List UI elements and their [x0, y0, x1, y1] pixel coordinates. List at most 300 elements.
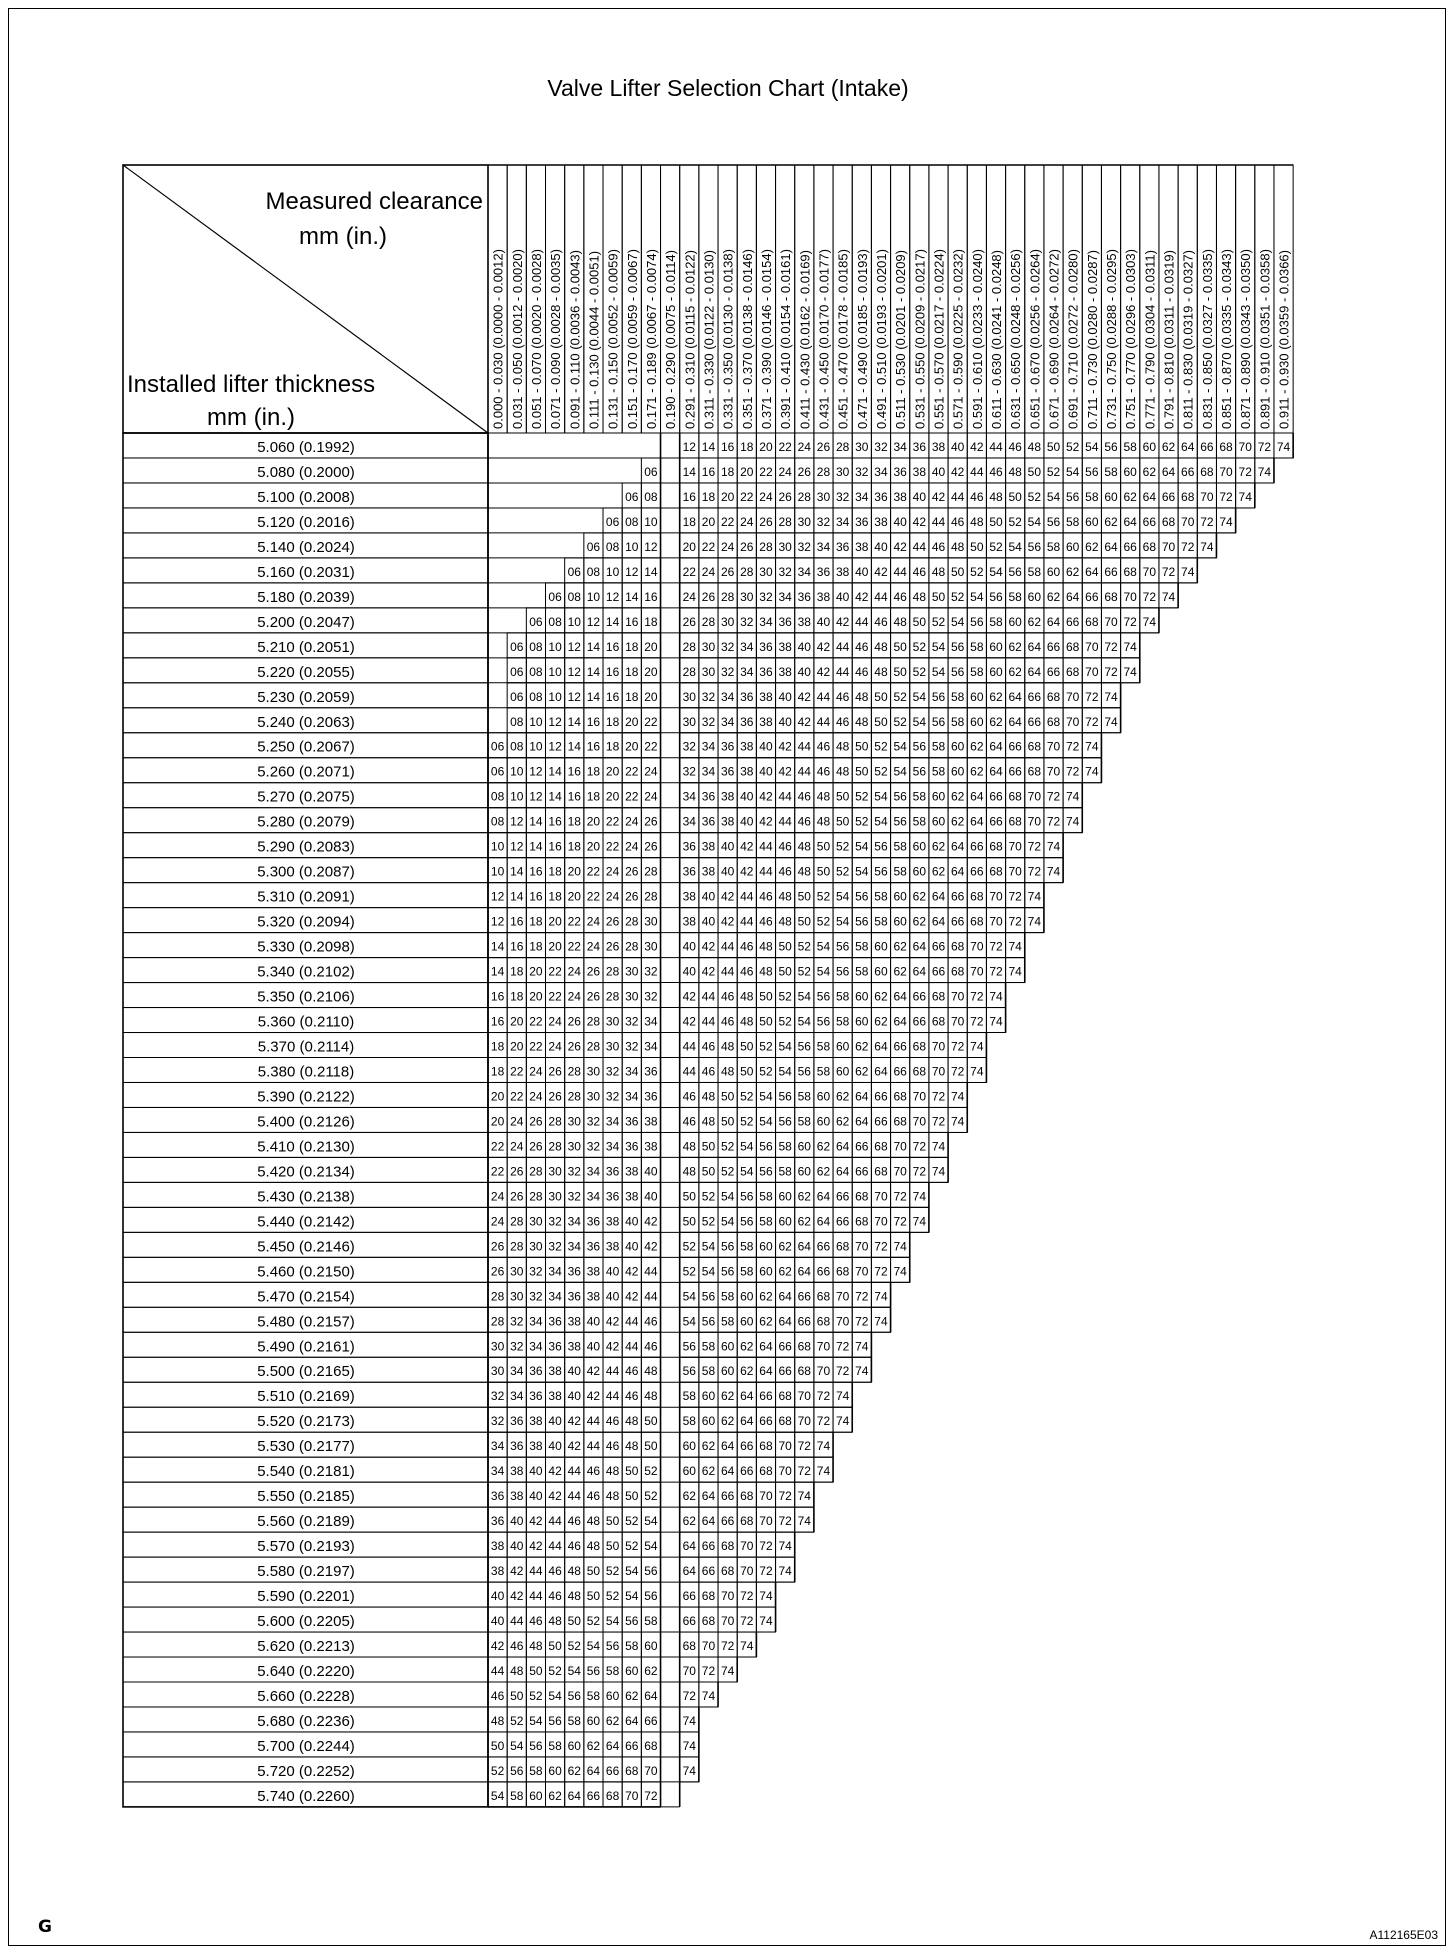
cell-value: 18	[625, 689, 639, 704]
cell-value: 06	[567, 564, 581, 579]
cell-value: 20	[490, 1089, 505, 1104]
cell-value: 34	[548, 1264, 562, 1279]
cell-value: 42	[510, 1564, 524, 1579]
cell-value: 74	[778, 1539, 792, 1554]
cell-value: 56	[720, 1264, 735, 1279]
cell-value: 06	[490, 739, 505, 754]
cell-value: 54	[644, 1514, 658, 1529]
cell-value: 36	[682, 839, 696, 854]
cell-value: 36	[490, 1489, 505, 1504]
cell-value: 20	[720, 489, 735, 504]
cell-value: 40	[625, 1239, 639, 1254]
cell-value: 46	[567, 1539, 581, 1554]
cell-value: 38	[912, 464, 927, 479]
cell-value: 58	[701, 1339, 716, 1354]
cell-value: 72	[1066, 764, 1080, 779]
cell-value: 72	[1104, 664, 1118, 679]
cell-value: 70	[816, 1339, 831, 1354]
cell-value: 66	[1161, 489, 1176, 504]
cell-value: 68	[797, 1364, 811, 1379]
cell-value: 56	[912, 764, 927, 779]
column-header-label: 0.551 - 0.570 (0.0217 - 0.0224)	[931, 249, 947, 429]
cell-value: 56	[682, 1364, 696, 1379]
cell-value: 40	[855, 564, 869, 579]
cell-value: 46	[720, 989, 735, 1004]
row-label: 5.160 (0.2031)	[257, 563, 355, 581]
cell-value: 20	[644, 664, 658, 679]
cell-value: 44	[912, 539, 927, 554]
cell-value: 36	[605, 1189, 620, 1204]
cell-value: 60	[682, 1464, 696, 1479]
cell-value: 44	[835, 639, 850, 654]
cell-value: 38	[510, 1489, 524, 1504]
cell-value: 52	[720, 1164, 735, 1179]
cell-value: 58	[720, 1314, 735, 1329]
column-header-label: 0.331 - 0.350 (0.0130 - 0.0138)	[720, 249, 736, 429]
cell-value: 64	[759, 1364, 773, 1379]
cell-value: 74	[855, 1364, 869, 1379]
cell-value: 48	[855, 689, 869, 704]
row-label: 5.440 (0.2142)	[257, 1213, 355, 1231]
cell-value: 66	[720, 1514, 735, 1529]
row-label: 5.280 (0.2079)	[257, 813, 355, 831]
cell-value: 32	[548, 1239, 562, 1254]
row-label: 5.120 (0.2016)	[257, 513, 355, 531]
cell-value: 46	[759, 889, 773, 904]
cell-value: 32	[740, 614, 754, 629]
cell-value: 56	[816, 1014, 831, 1029]
cell-value: 58	[1104, 464, 1118, 479]
cell-value: 16	[644, 589, 658, 604]
cell-value: 44	[950, 489, 965, 504]
cell-value: 42	[816, 664, 831, 679]
cell-value: 16	[605, 689, 620, 704]
cell-value: 20	[510, 1014, 524, 1029]
cell-value: 64	[989, 764, 1003, 779]
cell-value: 54	[912, 689, 927, 704]
cell-value: 72	[740, 1614, 754, 1629]
cell-value: 68	[1142, 539, 1157, 554]
cell-value: 34	[759, 614, 773, 629]
cell-value: 32	[816, 514, 831, 529]
cell-value: 48	[778, 914, 792, 929]
cell-value: 62	[931, 864, 946, 879]
cell-value: 46	[893, 589, 907, 604]
cell-value: 66	[1142, 514, 1157, 529]
cell-value: 64	[644, 1688, 658, 1703]
cell-value: 64	[950, 864, 965, 879]
cell-value: 44	[510, 1614, 524, 1629]
cell-value: 34	[797, 564, 811, 579]
cell-value: 56	[682, 1339, 696, 1354]
cell-value: 46	[682, 1114, 696, 1129]
cell-value: 72	[816, 1389, 831, 1404]
cell-value: 70	[1219, 464, 1233, 479]
cell-value: 64	[682, 1539, 696, 1554]
cell-value: 66	[1085, 589, 1099, 604]
cell-value: 70	[1104, 614, 1118, 629]
cell-value: 70	[740, 1539, 754, 1554]
cell-value: 52	[529, 1688, 543, 1703]
cell-value: 40	[893, 514, 907, 529]
cell-value: 54	[970, 589, 984, 604]
cell-value: 44	[548, 1514, 562, 1529]
cell-value: 58	[1066, 514, 1080, 529]
cell-value: 34	[586, 1164, 601, 1179]
cell-value: 54	[855, 839, 869, 854]
cell-value: 50	[816, 864, 831, 879]
cell-value: 58	[874, 914, 888, 929]
cell-value: 42	[970, 439, 984, 454]
cell-value: 32	[586, 1139, 601, 1154]
cell-value: 30	[490, 1339, 505, 1354]
cell-value: 16	[567, 789, 581, 804]
cell-value: 30	[855, 439, 869, 454]
cell-value: 36	[759, 664, 773, 679]
cell-value: 38	[759, 714, 773, 729]
cell-value: 74	[682, 1713, 696, 1728]
cell-value: 34	[720, 714, 735, 729]
cell-value: 36	[855, 514, 869, 529]
cell-value: 48	[893, 614, 907, 629]
cell-value: 60	[529, 1788, 543, 1803]
cell-value: 48	[586, 1539, 601, 1554]
cell-value: 64	[1027, 664, 1042, 679]
cell-value: 68	[835, 1264, 850, 1279]
cell-value: 50	[970, 539, 984, 554]
cell-value: 62	[893, 939, 907, 954]
cell-value: 64	[874, 1064, 888, 1079]
cell-value: 14	[529, 814, 543, 829]
cell-value: 56	[548, 1713, 562, 1728]
cell-value: 62	[605, 1713, 620, 1728]
row-label: 5.270 (0.2075)	[257, 788, 355, 806]
row-label: 5.100 (0.2008)	[257, 488, 355, 506]
cell-value: 38	[625, 1164, 639, 1179]
cell-value: 50	[1046, 439, 1061, 454]
cell-value: 60	[1046, 564, 1061, 579]
column-header-label: 0.291 - 0.310 (0.0115 - 0.0122)	[682, 250, 698, 429]
cell-value: 52	[855, 789, 869, 804]
cell-value: 14	[586, 664, 601, 679]
cell-value: 40	[644, 1164, 658, 1179]
cell-value: 38	[490, 1539, 505, 1554]
cell-value: 16	[548, 839, 562, 854]
cell-value: 72	[1008, 889, 1022, 904]
cell-value: 72	[816, 1414, 831, 1429]
cell-value: 70	[816, 1364, 831, 1379]
cell-value: 68	[893, 1114, 907, 1129]
cell-value: 70	[1161, 539, 1176, 554]
cell-value: 62	[1066, 564, 1080, 579]
cell-value: 38	[720, 814, 735, 829]
cell-value: 64	[970, 789, 984, 804]
cell-value: 52	[740, 1089, 754, 1104]
cell-value: 54	[912, 714, 927, 729]
cell-value: 18	[548, 864, 562, 879]
cell-value: 52	[759, 1039, 773, 1054]
cell-value: 30	[740, 589, 754, 604]
cell-value: 30	[644, 914, 658, 929]
cell-value: 12	[605, 589, 620, 604]
cell-value: 56	[950, 639, 965, 654]
cell-value: 50	[874, 714, 888, 729]
cell-value: 30	[567, 1114, 581, 1129]
cell-value: 50	[759, 1014, 773, 1029]
cell-value: 32	[490, 1414, 505, 1429]
row-label: 5.330 (0.2098)	[257, 938, 355, 956]
cell-value: 68	[970, 914, 984, 929]
cell-value: 30	[567, 1139, 581, 1154]
cell-value: 50	[797, 889, 811, 904]
cell-value: 30	[586, 1064, 601, 1079]
cell-value: 36	[490, 1514, 505, 1529]
cell-value: 28	[816, 464, 831, 479]
cell-value: 56	[950, 664, 965, 679]
cell-value: 50	[1008, 489, 1022, 504]
cell-value: 40	[567, 1364, 581, 1379]
cell-value: 64	[1181, 439, 1195, 454]
cell-value: 72	[950, 1064, 965, 1079]
cell-value: 50	[682, 1214, 696, 1229]
cell-value: 36	[625, 1139, 639, 1154]
cell-value: 38	[931, 439, 946, 454]
cell-value: 34	[701, 764, 716, 779]
cell-value: 60	[950, 739, 965, 754]
cell-value: 20	[586, 814, 601, 829]
cell-value: 70	[931, 1064, 946, 1079]
cell-value: 74	[778, 1564, 792, 1579]
cell-value: 72	[855, 1314, 869, 1329]
cell-value: 26	[567, 1039, 581, 1054]
cell-value: 50	[701, 1164, 716, 1179]
cell-value: 56	[797, 1039, 811, 1054]
cell-value: 16	[586, 714, 601, 729]
cell-value: 10	[586, 589, 601, 604]
cell-value: 28	[625, 939, 639, 954]
cell-value: 18	[548, 889, 562, 904]
column-header-label: 0.831 - 0.850 (0.0327 - 0.0335)	[1199, 249, 1215, 429]
cell-value: 70	[778, 1439, 792, 1454]
cell-value: 54	[1085, 439, 1099, 454]
cell-value: 40	[874, 539, 888, 554]
cell-value: 74	[759, 1589, 773, 1604]
cell-value: 38	[701, 839, 716, 854]
cell-value: 64	[1142, 489, 1157, 504]
cell-value: 60	[989, 639, 1003, 654]
cell-value: 18	[510, 964, 524, 979]
cell-value: 70	[912, 1089, 927, 1104]
cell-value: 66	[682, 1614, 696, 1629]
column-header-label: 0.871 - 0.890 (0.0343 - 0.0350)	[1238, 249, 1254, 429]
column-header-label: 0.651 - 0.670 (0.0256 - 0.0264)	[1027, 249, 1043, 429]
cell-value: 70	[835, 1314, 850, 1329]
row-label: 5.380 (0.2118)	[257, 1063, 355, 1081]
cell-value: 42	[912, 514, 927, 529]
cell-value: 52	[816, 914, 831, 929]
column-header-label: 0.711 - 0.730 (0.0280 - 0.0287)	[1084, 250, 1100, 429]
cell-value: 54	[893, 764, 907, 779]
cell-value: 50	[835, 789, 850, 804]
cell-value: 64	[816, 1189, 831, 1204]
cell-value: 48	[682, 1139, 696, 1154]
cell-value: 66	[816, 1239, 831, 1254]
cell-value: 72	[1046, 814, 1061, 829]
cell-value: 22	[759, 464, 773, 479]
cell-value: 16	[510, 914, 524, 929]
cell-value: 42	[605, 1339, 620, 1354]
cell-value: 62	[970, 739, 984, 754]
cell-value: 32	[855, 464, 869, 479]
cell-value: 72	[644, 1788, 658, 1803]
cell-value: 40	[759, 739, 773, 754]
cell-value: 28	[759, 539, 773, 554]
cell-value: 64	[893, 989, 907, 1004]
column-header-label: 0.491 - 0.510 (0.0193 - 0.0201)	[873, 249, 889, 429]
cell-value: 54	[701, 1239, 716, 1254]
cell-value: 34	[490, 1464, 505, 1479]
cell-value: 36	[740, 714, 754, 729]
cell-value: 24	[529, 1064, 543, 1079]
row-label: 5.360 (0.2110)	[257, 1013, 355, 1031]
cell-value: 34	[816, 539, 831, 554]
cell-value: 36	[586, 1214, 601, 1229]
installed-thickness-unit: mm (in.)	[207, 404, 295, 431]
cell-value: 74	[1142, 614, 1157, 629]
cell-value: 40	[778, 689, 792, 704]
cell-value: 34	[529, 1314, 543, 1329]
cell-value: 44	[567, 1489, 581, 1504]
cell-value: 38	[567, 1314, 581, 1329]
cell-value: 06	[625, 489, 639, 504]
cell-value: 60	[950, 764, 965, 779]
cell-value: 22	[567, 914, 581, 929]
cell-value: 56	[759, 1139, 773, 1154]
cell-value: 62	[1046, 589, 1061, 604]
cell-value: 66	[1008, 739, 1022, 754]
row-label: 5.590 (0.2201)	[257, 1588, 355, 1606]
cell-value: 58	[835, 989, 850, 1004]
cell-value: 34	[835, 514, 850, 529]
cell-value: 66	[970, 864, 984, 879]
cell-value: 14	[529, 839, 543, 854]
cell-value: 68	[970, 889, 984, 904]
cell-value: 72	[912, 1139, 927, 1154]
cell-value: 14	[548, 789, 562, 804]
cell-value: 56	[720, 1239, 735, 1254]
cell-value: 36	[740, 689, 754, 704]
cell-value: 72	[740, 1589, 754, 1604]
cell-value: 56	[989, 589, 1003, 604]
cell-value: 52	[740, 1114, 754, 1129]
cell-value: 44	[529, 1589, 543, 1604]
cell-value: 58	[912, 814, 927, 829]
cell-value: 64	[701, 1514, 716, 1529]
cell-value: 50	[931, 589, 946, 604]
cell-value: 60	[759, 1239, 773, 1254]
cell-value: 50	[778, 939, 792, 954]
cell-value: 46	[644, 1339, 658, 1354]
cell-value: 26	[605, 914, 620, 929]
cell-value: 68	[893, 1089, 907, 1104]
cell-value: 48	[720, 1064, 735, 1079]
cell-value: 48	[989, 489, 1003, 504]
cell-value: 60	[720, 1339, 735, 1354]
cell-value: 16	[510, 939, 524, 954]
cell-value: 68	[797, 1339, 811, 1354]
cell-value: 62	[778, 1239, 792, 1254]
row-label: 5.400 (0.2126)	[257, 1113, 355, 1131]
cell-value: 32	[567, 1164, 581, 1179]
cell-value: 68	[950, 964, 965, 979]
cell-value: 28	[625, 914, 639, 929]
cell-value: 22	[586, 889, 601, 904]
cell-value: 66	[644, 1713, 658, 1728]
cell-value: 18	[740, 439, 754, 454]
cell-value: 64	[778, 1314, 792, 1329]
column-header-label: 0.811 - 0.830 (0.0319 - 0.0327)	[1180, 250, 1196, 429]
cell-value: 50	[701, 1139, 716, 1154]
cell-value: 42	[797, 714, 811, 729]
cell-value: 62	[644, 1664, 658, 1678]
cell-value: 54	[548, 1688, 562, 1703]
cell-value: 42	[720, 889, 735, 904]
cell-value: 68	[1008, 814, 1022, 829]
cell-value: 56	[1066, 489, 1080, 504]
cell-value: 22	[701, 539, 716, 554]
cell-value: 08	[586, 564, 601, 579]
cell-value: 42	[701, 964, 716, 979]
row-label: 5.450 (0.2146)	[257, 1238, 355, 1256]
cell-value: 52	[874, 739, 888, 754]
cell-value: 48	[797, 864, 811, 879]
column-header-label: 0.771 - 0.790 (0.0304 - 0.0311)	[1142, 250, 1158, 429]
cell-value: 36	[510, 1414, 524, 1429]
cell-value: 38	[874, 514, 888, 529]
cell-value: 56	[931, 689, 946, 704]
cell-value: 30	[759, 564, 773, 579]
cell-value: 70	[950, 989, 965, 1004]
cell-value: 44	[989, 439, 1003, 454]
cell-value: 22	[567, 939, 581, 954]
cell-value: 72	[855, 1289, 869, 1304]
cell-value: 24	[490, 1214, 505, 1229]
cell-value: 66	[759, 1414, 773, 1429]
cell-value: 70	[720, 1614, 735, 1629]
cell-value: 44	[778, 814, 792, 829]
cell-value: 54	[529, 1713, 543, 1728]
cell-value: 20	[625, 714, 639, 729]
cell-value: 12	[625, 564, 639, 579]
cell-value: 74	[970, 1039, 984, 1054]
cell-value: 66	[893, 1064, 907, 1079]
cell-value: 62	[1027, 614, 1042, 629]
cell-value: 48	[816, 789, 831, 804]
cell-value: 68	[1027, 739, 1042, 754]
cell-value: 48	[605, 1489, 620, 1504]
cell-value: 28	[605, 964, 620, 979]
cell-value: 62	[682, 1489, 696, 1504]
cell-value: 60	[816, 1114, 831, 1129]
cell-value: 74	[1008, 939, 1022, 954]
cell-value: 56	[605, 1639, 620, 1654]
cell-value: 42	[605, 1314, 620, 1329]
cell-value: 12	[644, 539, 658, 554]
cell-value: 42	[490, 1639, 505, 1654]
cell-value: 64	[605, 1738, 620, 1753]
cell-value: 22	[586, 864, 601, 879]
cell-value: 36	[874, 489, 888, 504]
